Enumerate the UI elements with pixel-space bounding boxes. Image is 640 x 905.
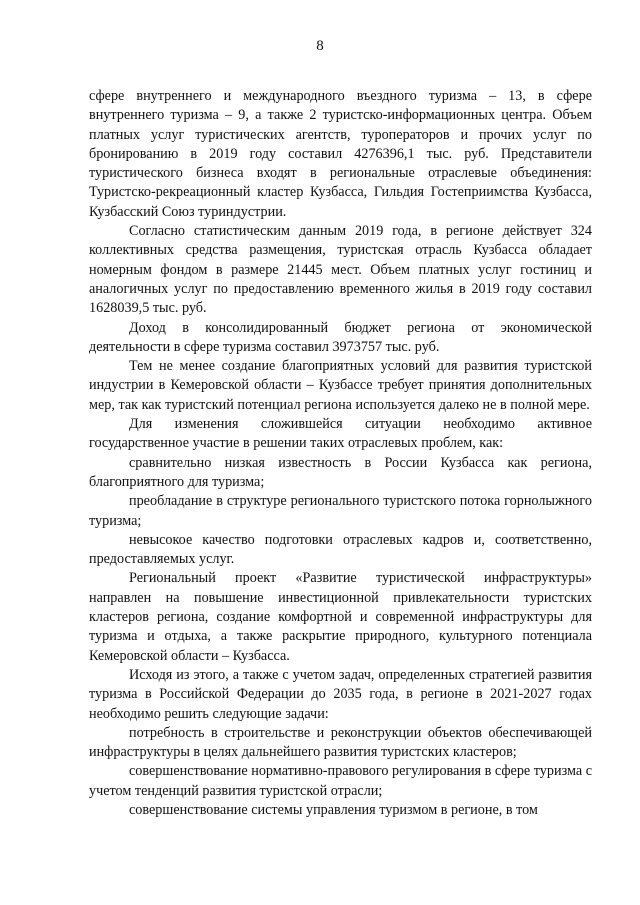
list-item-problem-3: невысокое качество подготовки отраслевых кадров и, соответственно, предоставляемых услуг. xyxy=(89,531,592,568)
paragraph-budget-income: Доход в консолидированный бюджет региона от экономической деятельности в сфере туризма составил 3973757 тыс. руб. xyxy=(89,319,592,355)
paragraph-tasks-intro: Исходя из этого, а также с учетом задач, определенных стратегией развития туризма в Российской Федерации до 2035 года, в регионе в 2021-2027 годах необходимо решить следующие задачи: xyxy=(89,666,592,722)
list-item-problem-2: преобладание в структуре регионального туристского потока горнолыжного туризма; xyxy=(89,493,592,529)
page-number: 8 xyxy=(316,38,324,54)
paragraph-additional-measures: Тем не менее создание благоприятных условий для развития туристской индустрии в Кемеровской области – Кузбассе требует принятия дополнительных мер, так как туристский потенциал региона используется далеко не в полной мере. xyxy=(89,358,592,413)
list-item-task-3: совершенствование системы управления туризмом в регионе, в том xyxy=(129,801,538,818)
list-item-task-1: потребность в строительстве и реконструкции объектов обеспечивающей инфраструктуры в целях дальнейшего развития туристских кластеров; xyxy=(89,724,592,761)
paragraph-regional-project: Региональный проект «Развитие туристической инфраструктуры» направлен на повышение инвестиционной привлекательности туристских кластеров региона, создание комфортной и современной инфраструктуры для туризма и отдыха, а также раскрытие природного, культурного потенциала Кемеровской области – Кузбасса. xyxy=(89,570,592,664)
document-body xyxy=(89,87,592,820)
paragraph-problems-intro: Для изменения сложившейся ситуации необходимо активное государственное участие в решении таких отраслевых проблем, как: xyxy=(89,416,592,452)
list-item-task-2: совершенствование нормативно-правового регулирования в сфере туризма с учетом тенденций развития туристской отрасли; xyxy=(89,763,592,799)
paragraph-1-continuation: сфере внутреннего и международного въездного туризма – 13, в сфере внутреннего туризма – 9, а также 2 туристско-информационных центра. Объем платных услуг туристических агентств, туроператоров и прочих услуг по бронированию в 2019 году составил 4276396,1 тыс. руб. Представители туристического бизнеса входят в региональные отраслевые объединения: Туристско-рекреационный кластер Кузбасса, Гильдия Гостеприимства Кузбасса, Кузбасский Союз туриндустрии. xyxy=(89,88,592,220)
paragraph-accommodation-stats: Согласно статистическим данным 2019 года, в регионе действует 324 коллективных средства размещения, туристская отрасль Кузбасса обладает номерным фондом в размере 21445 мест. Объем платных услуг гостиниц и аналогичных услуг по предоставлению временного жилья в 2019 году составил 1628039,5 тыс. руб. xyxy=(89,223,592,317)
list-item-problem-1: сравнительно низкая известность в России Кузбасса как региона, благоприятного для туризма; xyxy=(89,454,592,490)
